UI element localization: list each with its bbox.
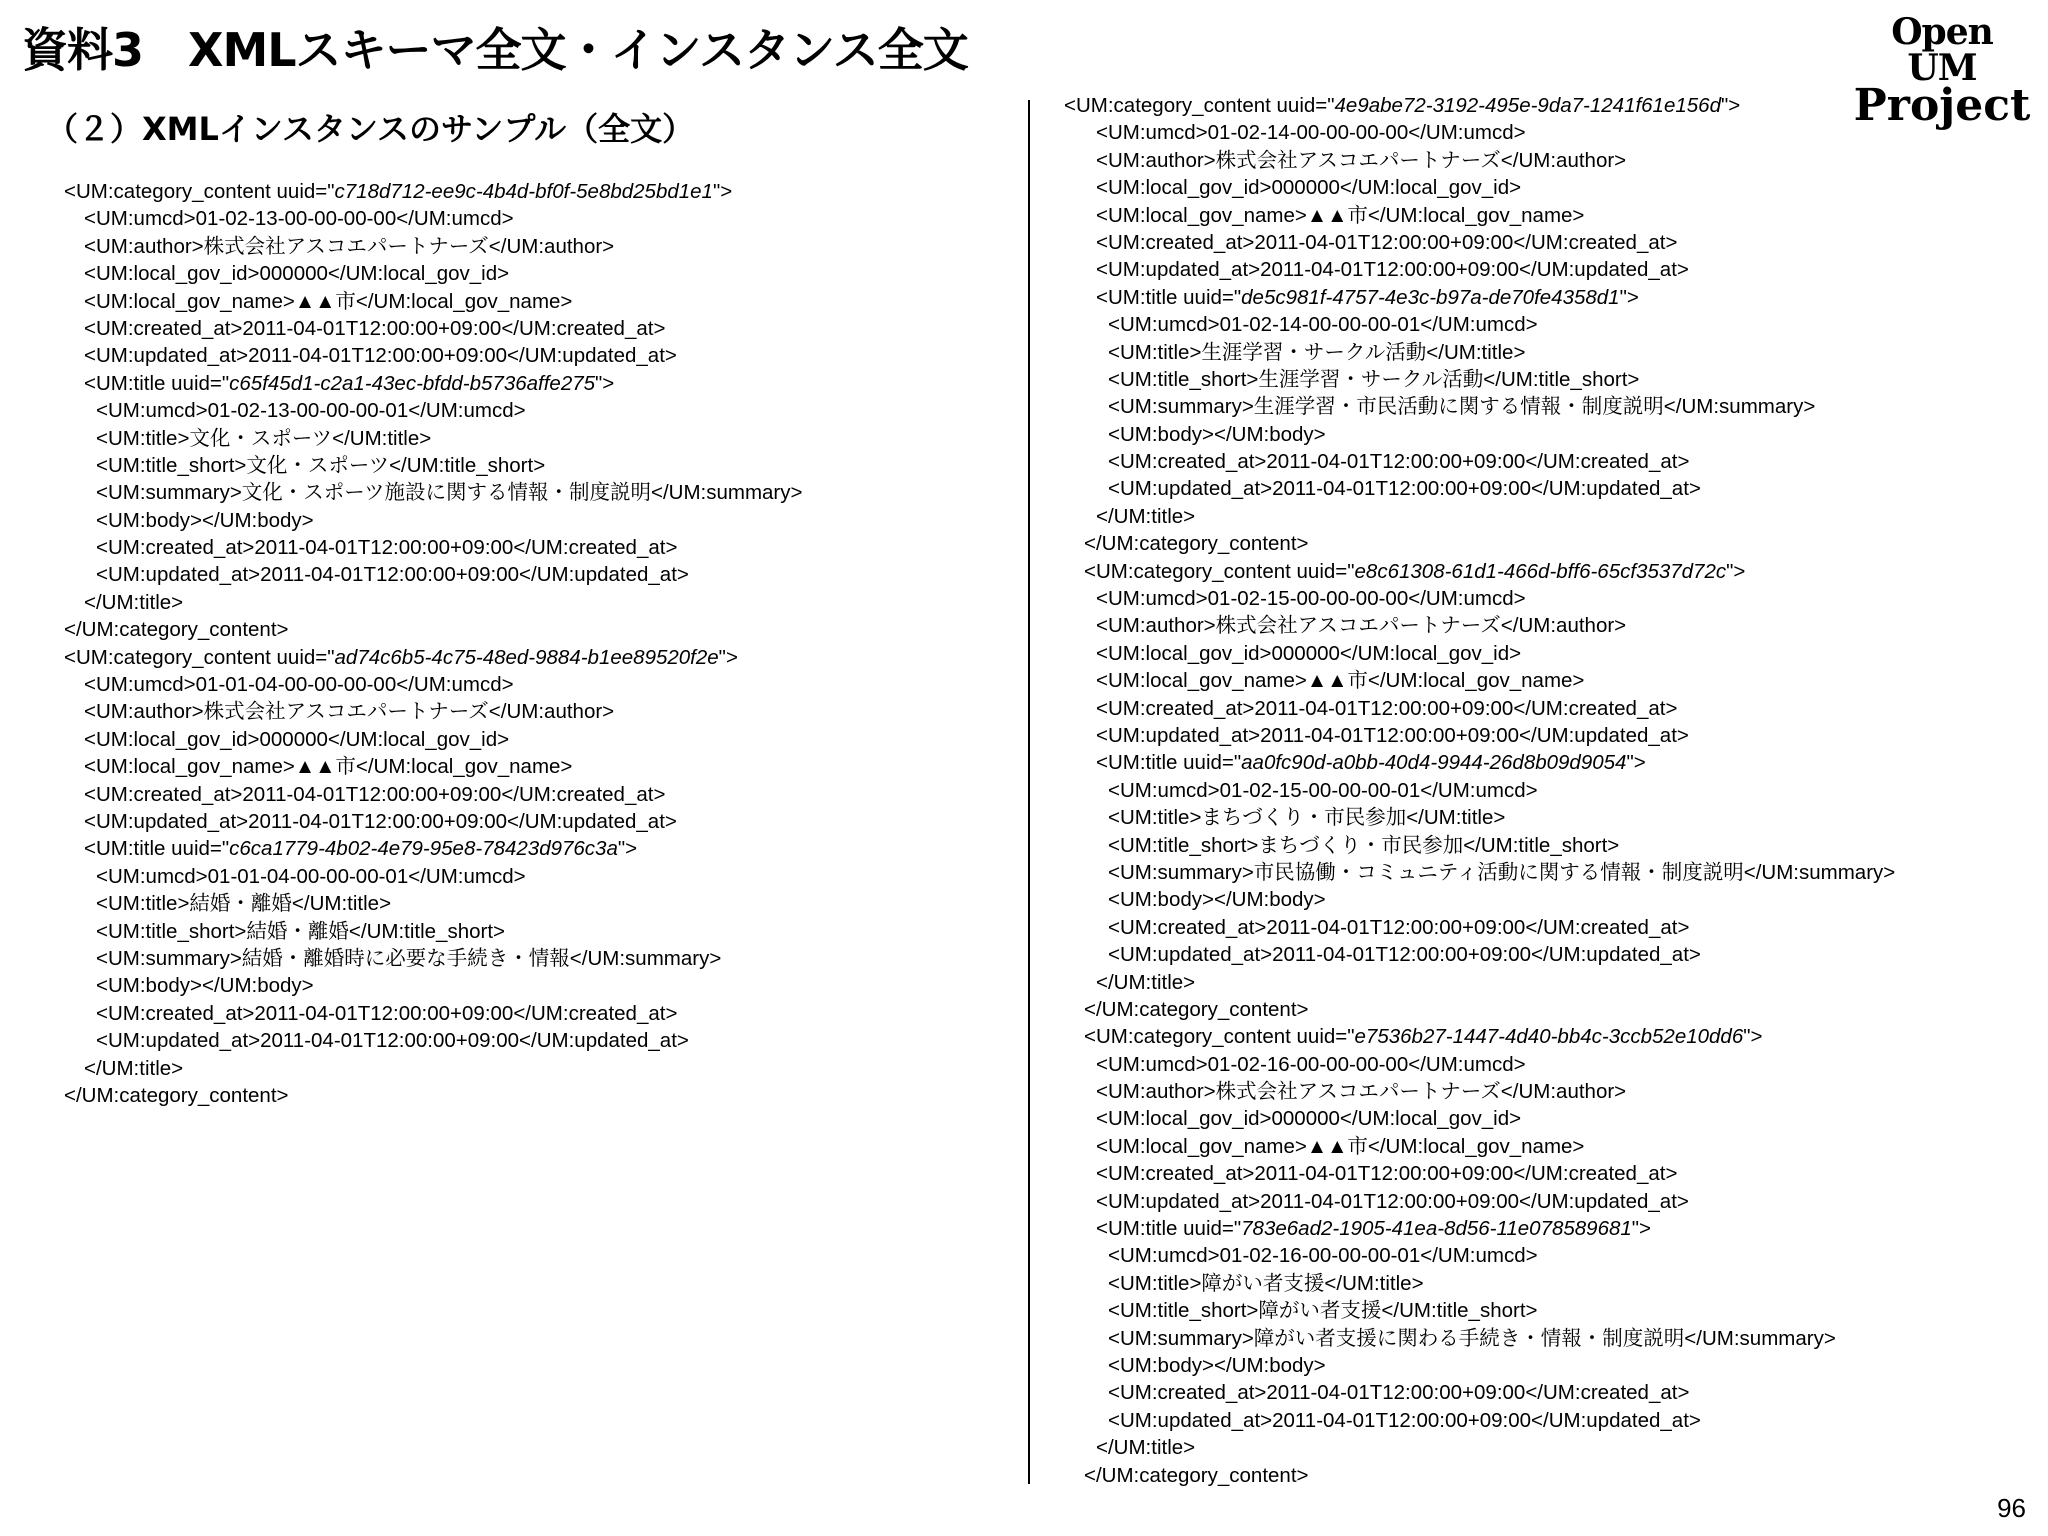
xml-line-text: <UM:umcd>01-02-13-00-00-00-00</UM:umcd> xyxy=(84,207,514,231)
xml-line-text: <UM:summary>市民協働・コミュニティ活動に関する情報・制度説明</UM:summary> xyxy=(1108,860,1896,884)
xml-line-text: <UM:category_content uuid=" xyxy=(64,645,335,669)
xml-line-tail: "> xyxy=(1743,1025,1763,1049)
xml-line-text: <UM:summary>文化・スポーツ施設に関する情報・制度説明</UM:summary> xyxy=(96,481,803,505)
xml-line xyxy=(64,781,802,808)
xml-line-text: </UM:category_content> xyxy=(1084,1463,1309,1487)
xml-line-text: <UM:updated_at>2011-04-01T12:00:00+09:00</UM:updated_at> xyxy=(1096,1189,1689,1213)
xml-line xyxy=(64,808,802,835)
xml-line-text: <UM:category_content uuid=" xyxy=(64,180,335,203)
xml-line xyxy=(1064,92,1895,119)
xml-line-text: </UM:title> xyxy=(1096,504,1196,528)
xml-line xyxy=(64,616,802,643)
xml-line xyxy=(1064,612,1895,639)
xml-line-tail: "> xyxy=(1726,559,1746,583)
xml-line-text: <UM:umcd>01-02-15-00-00-00-01</UM:umcd> xyxy=(1108,778,1538,802)
xml-line xyxy=(1064,695,1895,722)
xml-uuid-value: de5c981f-4757-4e3c-b97a-de70fe4358d1 xyxy=(1241,285,1620,309)
xml-line-tail: "> xyxy=(1720,94,1741,117)
xml-line-text: <UM:author>株式会社アスコエパートナーズ</UM:author> xyxy=(1096,148,1627,172)
xml-line xyxy=(1064,1434,1895,1461)
xml-line-tail: "> xyxy=(1631,1217,1652,1241)
xml-line-text: <UM:title_short>文化・スポーツ</UM:title_short> xyxy=(96,453,546,477)
xml-line-text: <UM:title uuid=" xyxy=(1096,751,1242,775)
xml-line xyxy=(1064,886,1895,913)
xml-line-text: <UM:created_at>2011-04-01T12:00:00+09:00</UM:created_at> xyxy=(96,1001,678,1025)
xml-line xyxy=(64,233,802,260)
xml-line-text: <UM:umcd>01-02-15-00-00-00-00</UM:umcd> xyxy=(1096,587,1526,611)
page-title: 資料3 XMLスキーマ全文・インスタンス全文 xyxy=(22,23,968,77)
xml-line xyxy=(1064,1160,1895,1187)
xml-line xyxy=(1064,339,1895,366)
xml-line-text: <UM:title_short>障がい者支援</UM:title_short> xyxy=(1108,1299,1538,1323)
xml-line xyxy=(1064,749,1895,776)
xml-line-text: <UM:updated_at>2011-04-01T12:00:00+09:00</UM:updated_at> xyxy=(84,344,677,368)
xml-line-text: <UM:local_gov_id>000000</UM:local_gov_id> xyxy=(84,727,510,751)
xml-line-text: <UM:updated_at>2011-04-01T12:00:00+09:00</UM:updated_at> xyxy=(96,563,689,587)
xml-line-text: <UM:title_short>生涯学習・サークル活動</UM:title_short> xyxy=(1108,367,1640,391)
xml-line-text: <UM:created_at>2011-04-01T12:00:00+09:00</UM:created_at> xyxy=(1108,915,1690,939)
xml-line-text: <UM:created_at>2011-04-01T12:00:00+09:00</UM:created_at> xyxy=(1096,1162,1678,1186)
xml-line-tail: "> xyxy=(617,837,638,861)
xml-line xyxy=(1064,1051,1895,1078)
xml-line-text: <UM:author>株式会社アスコエパートナーズ</UM:author> xyxy=(84,700,615,724)
xml-line xyxy=(1064,1352,1895,1379)
xml-line-text: <UM:author>株式会社アスコエパートナーズ</UM:author> xyxy=(1096,614,1627,638)
xml-line-text: <UM:local_gov_id>000000</UM:local_gov_id> xyxy=(1096,641,1522,665)
xml-line-text: <UM:summary>結婚・離婚時に必要な手続き・情報</UM:summary> xyxy=(96,946,722,970)
xml-line-text: <UM:local_gov_name>▲▲市</UM:local_gov_name> xyxy=(84,289,573,313)
xml-line xyxy=(1064,1215,1895,1242)
xml-line-text: <UM:local_gov_name>▲▲市</UM:local_gov_name> xyxy=(84,755,573,779)
xml-line-text: </UM:title> xyxy=(84,590,184,614)
xml-line xyxy=(1064,475,1895,502)
xml-line-text: <UM:author>株式会社アスコエパートナーズ</UM:author> xyxy=(1096,1080,1627,1104)
xml-line xyxy=(1064,256,1895,283)
xml-line xyxy=(64,288,802,315)
xml-line-text: <UM:title_short>結婚・離婚</UM:title_short> xyxy=(96,919,505,943)
xml-line-text: <UM:title uuid=" xyxy=(1096,1217,1242,1241)
xml-line-text: <UM:summary>障がい者支援に関わる手続き・情報・制度説明</UM:summary> xyxy=(1108,1326,1836,1350)
xml-line xyxy=(1064,859,1895,886)
xml-line xyxy=(1064,996,1895,1023)
xml-line-text: </UM:title> xyxy=(1096,1436,1196,1460)
xml-line-text: <UM:local_gov_name>▲▲市</UM:local_gov_name> xyxy=(1096,669,1585,693)
xml-line-text: </UM:category_content> xyxy=(64,1083,289,1107)
xml-line-text: <UM:local_gov_id>000000</UM:local_gov_id> xyxy=(1096,176,1522,200)
xml-line xyxy=(1064,832,1895,859)
xml-line-text: <UM:updated_at>2011-04-01T12:00:00+09:00</UM:updated_at> xyxy=(1096,723,1689,747)
xml-line-tail: "> xyxy=(595,371,615,395)
xml-line-text: <UM:updated_at>2011-04-01T12:00:00+09:00</UM:updated_at> xyxy=(1108,1408,1701,1432)
xml-uuid-value: ad74c6b5-4c75-48ed-9884-b1ee89520f2e xyxy=(334,645,719,669)
xml-line xyxy=(1064,366,1895,393)
xml-uuid-value: c6ca1779-4b02-4e79-95e8-78423d976c3a xyxy=(229,837,618,861)
xml-line-text: <UM:created_at>2011-04-01T12:00:00+09:00</UM:created_at> xyxy=(1096,696,1678,720)
xml-line-text: <UM:title>障がい者支援</UM:title> xyxy=(1108,1271,1424,1295)
xml-sample-right-column xyxy=(1064,92,1895,1489)
xml-line xyxy=(1064,229,1895,256)
xml-line-text: <UM:created_at>2011-04-01T12:00:00+09:00</UM:created_at> xyxy=(1108,450,1690,474)
xml-line xyxy=(64,1082,802,1109)
column-divider xyxy=(1028,100,1030,1484)
xml-line-text: <UM:title>まちづくり・市民参加</UM:title> xyxy=(1108,806,1506,830)
xml-line xyxy=(1064,804,1895,831)
xml-line-tail: "> xyxy=(718,645,738,669)
xml-line xyxy=(64,972,802,999)
xml-line xyxy=(64,890,802,917)
xml-line-text: </UM:title> xyxy=(84,1056,184,1080)
xml-line xyxy=(64,397,802,424)
xml-line-tail: "> xyxy=(1626,751,1646,775)
xml-line-text: <UM:umcd>01-02-13-00-00-00-01</UM:umcd> xyxy=(96,399,526,423)
xml-line xyxy=(1064,585,1895,612)
xml-line xyxy=(64,835,802,862)
xml-line xyxy=(1064,777,1895,804)
xml-line xyxy=(64,561,802,588)
xml-line-text: <UM:title uuid=" xyxy=(84,371,230,395)
xml-line-text: <UM:category_content uuid=" xyxy=(1084,559,1355,583)
xml-uuid-value: e8c61308-61d1-466d-bff6-65cf3537d72c xyxy=(1354,559,1727,583)
xml-line-text: <UM:title>生涯学習・サークル活動</UM:title> xyxy=(1108,340,1526,364)
xml-line-text: <UM:body></UM:body> xyxy=(96,974,314,998)
xml-line xyxy=(64,918,802,945)
xml-line xyxy=(64,753,802,780)
xml-line xyxy=(1064,1105,1895,1132)
xml-line-text: <UM:author>株式会社アスコエパートナーズ</UM:author> xyxy=(84,234,615,258)
xml-line xyxy=(1064,640,1895,667)
xml-line-text: <UM:title>結婚・離婚</UM:title> xyxy=(96,892,392,916)
xml-line xyxy=(1064,503,1895,530)
xml-line-text: <UM:local_gov_id>000000</UM:local_gov_id> xyxy=(84,262,510,286)
xml-uuid-value: c718d712-ee9c-4b4d-bf0f-5e8bd25bd1e1 xyxy=(334,180,713,203)
xml-line xyxy=(1064,147,1895,174)
xml-line xyxy=(1064,530,1895,557)
xml-line-text: <UM:updated_at>2011-04-01T12:00:00+09:00</UM:updated_at> xyxy=(96,1029,689,1053)
xml-line xyxy=(1064,202,1895,229)
xml-line xyxy=(1064,421,1895,448)
xml-line xyxy=(64,698,802,725)
logo-line-2: Project xyxy=(1853,80,2031,131)
xml-line-text: <UM:updated_at>2011-04-01T12:00:00+09:00</UM:updated_at> xyxy=(84,809,677,833)
xml-line-text: <UM:local_gov_name>▲▲市</UM:local_gov_name> xyxy=(1096,203,1585,227)
xml-line xyxy=(1064,914,1895,941)
xml-line-text: <UM:created_at>2011-04-01T12:00:00+09:00</UM:created_at> xyxy=(84,782,666,806)
xml-line-text: <UM:created_at>2011-04-01T12:00:00+09:00</UM:created_at> xyxy=(84,316,666,340)
xml-line xyxy=(64,260,802,287)
xml-line xyxy=(1064,558,1895,585)
xml-line-text: <UM:umcd>01-02-14-00-00-00-01</UM:umcd> xyxy=(1108,313,1538,337)
xml-line-tail: "> xyxy=(712,180,733,203)
xml-line xyxy=(1064,1188,1895,1215)
xml-line xyxy=(1064,722,1895,749)
xml-line-text: <UM:body></UM:body> xyxy=(1108,888,1326,912)
xml-line xyxy=(1064,1407,1895,1434)
xml-line xyxy=(64,425,802,452)
xml-line-text: <UM:updated_at>2011-04-01T12:00:00+09:00</UM:updated_at> xyxy=(1108,943,1701,967)
xml-line-text: <UM:body></UM:body> xyxy=(96,508,314,532)
xml-line-text: <UM:created_at>2011-04-01T12:00:00+09:00</UM:created_at> xyxy=(1096,230,1678,254)
xml-line xyxy=(1064,119,1895,146)
xml-sample-left-column xyxy=(64,178,802,1109)
xml-line-text: </UM:category_content> xyxy=(1084,532,1309,556)
logo-line-1: Open UM xyxy=(1891,11,1993,89)
xml-line xyxy=(1064,393,1895,420)
xml-line xyxy=(64,589,802,616)
xml-uuid-value: e7536b27-1447-4d40-bb4c-3ccb52e10dd6 xyxy=(1354,1025,1744,1049)
xml-line xyxy=(64,726,802,753)
xml-line-text: </UM:category_content> xyxy=(64,618,289,642)
xml-line-text: <UM:category_content uuid=" xyxy=(1084,1025,1355,1049)
xml-line xyxy=(64,507,802,534)
xml-line-text: <UM:body></UM:body> xyxy=(1108,1353,1326,1377)
xml-line xyxy=(1064,1297,1895,1324)
xml-line-text: <UM:updated_at>2011-04-01T12:00:00+09:00</UM:updated_at> xyxy=(1108,477,1701,501)
xml-line-text: <UM:umcd>01-02-16-00-00-00-00</UM:umcd> xyxy=(1096,1052,1526,1076)
xml-line-tail: "> xyxy=(1619,285,1639,309)
xml-line xyxy=(1064,667,1895,694)
xml-line-text: <UM:local_gov_name>▲▲市</UM:local_gov_name> xyxy=(1096,1134,1585,1158)
xml-line xyxy=(64,945,802,972)
xml-line xyxy=(1064,1133,1895,1160)
xml-line-text: <UM:local_gov_id>000000</UM:local_gov_id> xyxy=(1096,1107,1522,1131)
xml-line-text: </UM:category_content> xyxy=(1084,997,1309,1021)
xml-line xyxy=(64,863,802,890)
xml-line xyxy=(64,644,802,671)
xml-line xyxy=(1064,1270,1895,1297)
xml-line xyxy=(1064,1242,1895,1269)
xml-line-text: <UM:umcd>01-01-04-00-00-00-00</UM:umcd> xyxy=(84,673,514,697)
xml-line-text: <UM:umcd>01-02-16-00-00-00-01</UM:umcd> xyxy=(1108,1244,1538,1268)
xml-line-text: <UM:umcd>01-01-04-00-00-00-01</UM:umcd> xyxy=(96,864,526,888)
xml-line xyxy=(1064,1379,1895,1406)
xml-line xyxy=(64,1000,802,1027)
xml-line-text: <UM:body></UM:body> xyxy=(1108,422,1326,446)
xml-line xyxy=(1064,311,1895,338)
xml-line xyxy=(64,1055,802,1082)
xml-uuid-value: 783e6ad2-1905-41ea-8d56-11e078589681 xyxy=(1241,1217,1632,1241)
xml-line xyxy=(64,370,802,397)
xml-line-text: <UM:title uuid=" xyxy=(84,837,230,861)
xml-line xyxy=(1064,284,1895,311)
xml-line-text: <UM:title uuid=" xyxy=(1096,285,1242,309)
xml-line xyxy=(1064,174,1895,201)
xml-line xyxy=(64,479,802,506)
xml-line xyxy=(64,671,802,698)
xml-line xyxy=(1064,1325,1895,1352)
xml-line xyxy=(64,452,802,479)
xml-line-text: <UM:title>文化・スポーツ</UM:title> xyxy=(96,426,432,450)
xml-line xyxy=(1064,448,1895,475)
xml-line xyxy=(1064,1078,1895,1105)
xml-line-text: <UM:category_content uuid=" xyxy=(1064,94,1335,117)
xml-line-text: <UM:summary>生涯学習・市民活動に関する情報・制度説明</UM:summary> xyxy=(1108,395,1816,419)
xml-line xyxy=(1064,969,1895,996)
xml-line xyxy=(1064,1462,1895,1489)
xml-line xyxy=(64,342,802,369)
xml-line xyxy=(64,178,802,205)
xml-line-text: <UM:created_at>2011-04-01T12:00:00+09:00</UM:created_at> xyxy=(96,536,678,560)
xml-line xyxy=(64,205,802,232)
xml-line xyxy=(64,315,802,342)
xml-line-text: <UM:created_at>2011-04-01T12:00:00+09:00</UM:created_at> xyxy=(1108,1381,1690,1405)
xml-line-text: <UM:updated_at>2011-04-01T12:00:00+09:00</UM:updated_at> xyxy=(1096,258,1689,282)
xml-line-text: <UM:umcd>01-02-14-00-00-00-00</UM:umcd> xyxy=(1096,121,1526,145)
xml-line xyxy=(64,1027,802,1054)
xml-uuid-value: aa0fc90d-a0bb-40d4-9944-26d8b09d9054 xyxy=(1241,751,1627,775)
xml-uuid-value: 4e9abe72-3192-495e-9da7-1241f61e156d xyxy=(1334,94,1721,117)
xml-line xyxy=(64,534,802,561)
xml-line-text: </UM:title> xyxy=(1096,970,1196,994)
section-heading: （２）XMLインスタンスのサンプル（全文） xyxy=(46,110,695,148)
xml-line-text: <UM:title_short>まちづくり・市民参加</UM:title_short> xyxy=(1108,833,1620,857)
xml-line xyxy=(1064,941,1895,968)
page-number: 96 xyxy=(1997,1493,2026,1523)
xml-line xyxy=(1064,1023,1895,1050)
xml-uuid-value: c65f45d1-c2a1-43ec-bfdd-b5736affe275 xyxy=(229,371,596,395)
